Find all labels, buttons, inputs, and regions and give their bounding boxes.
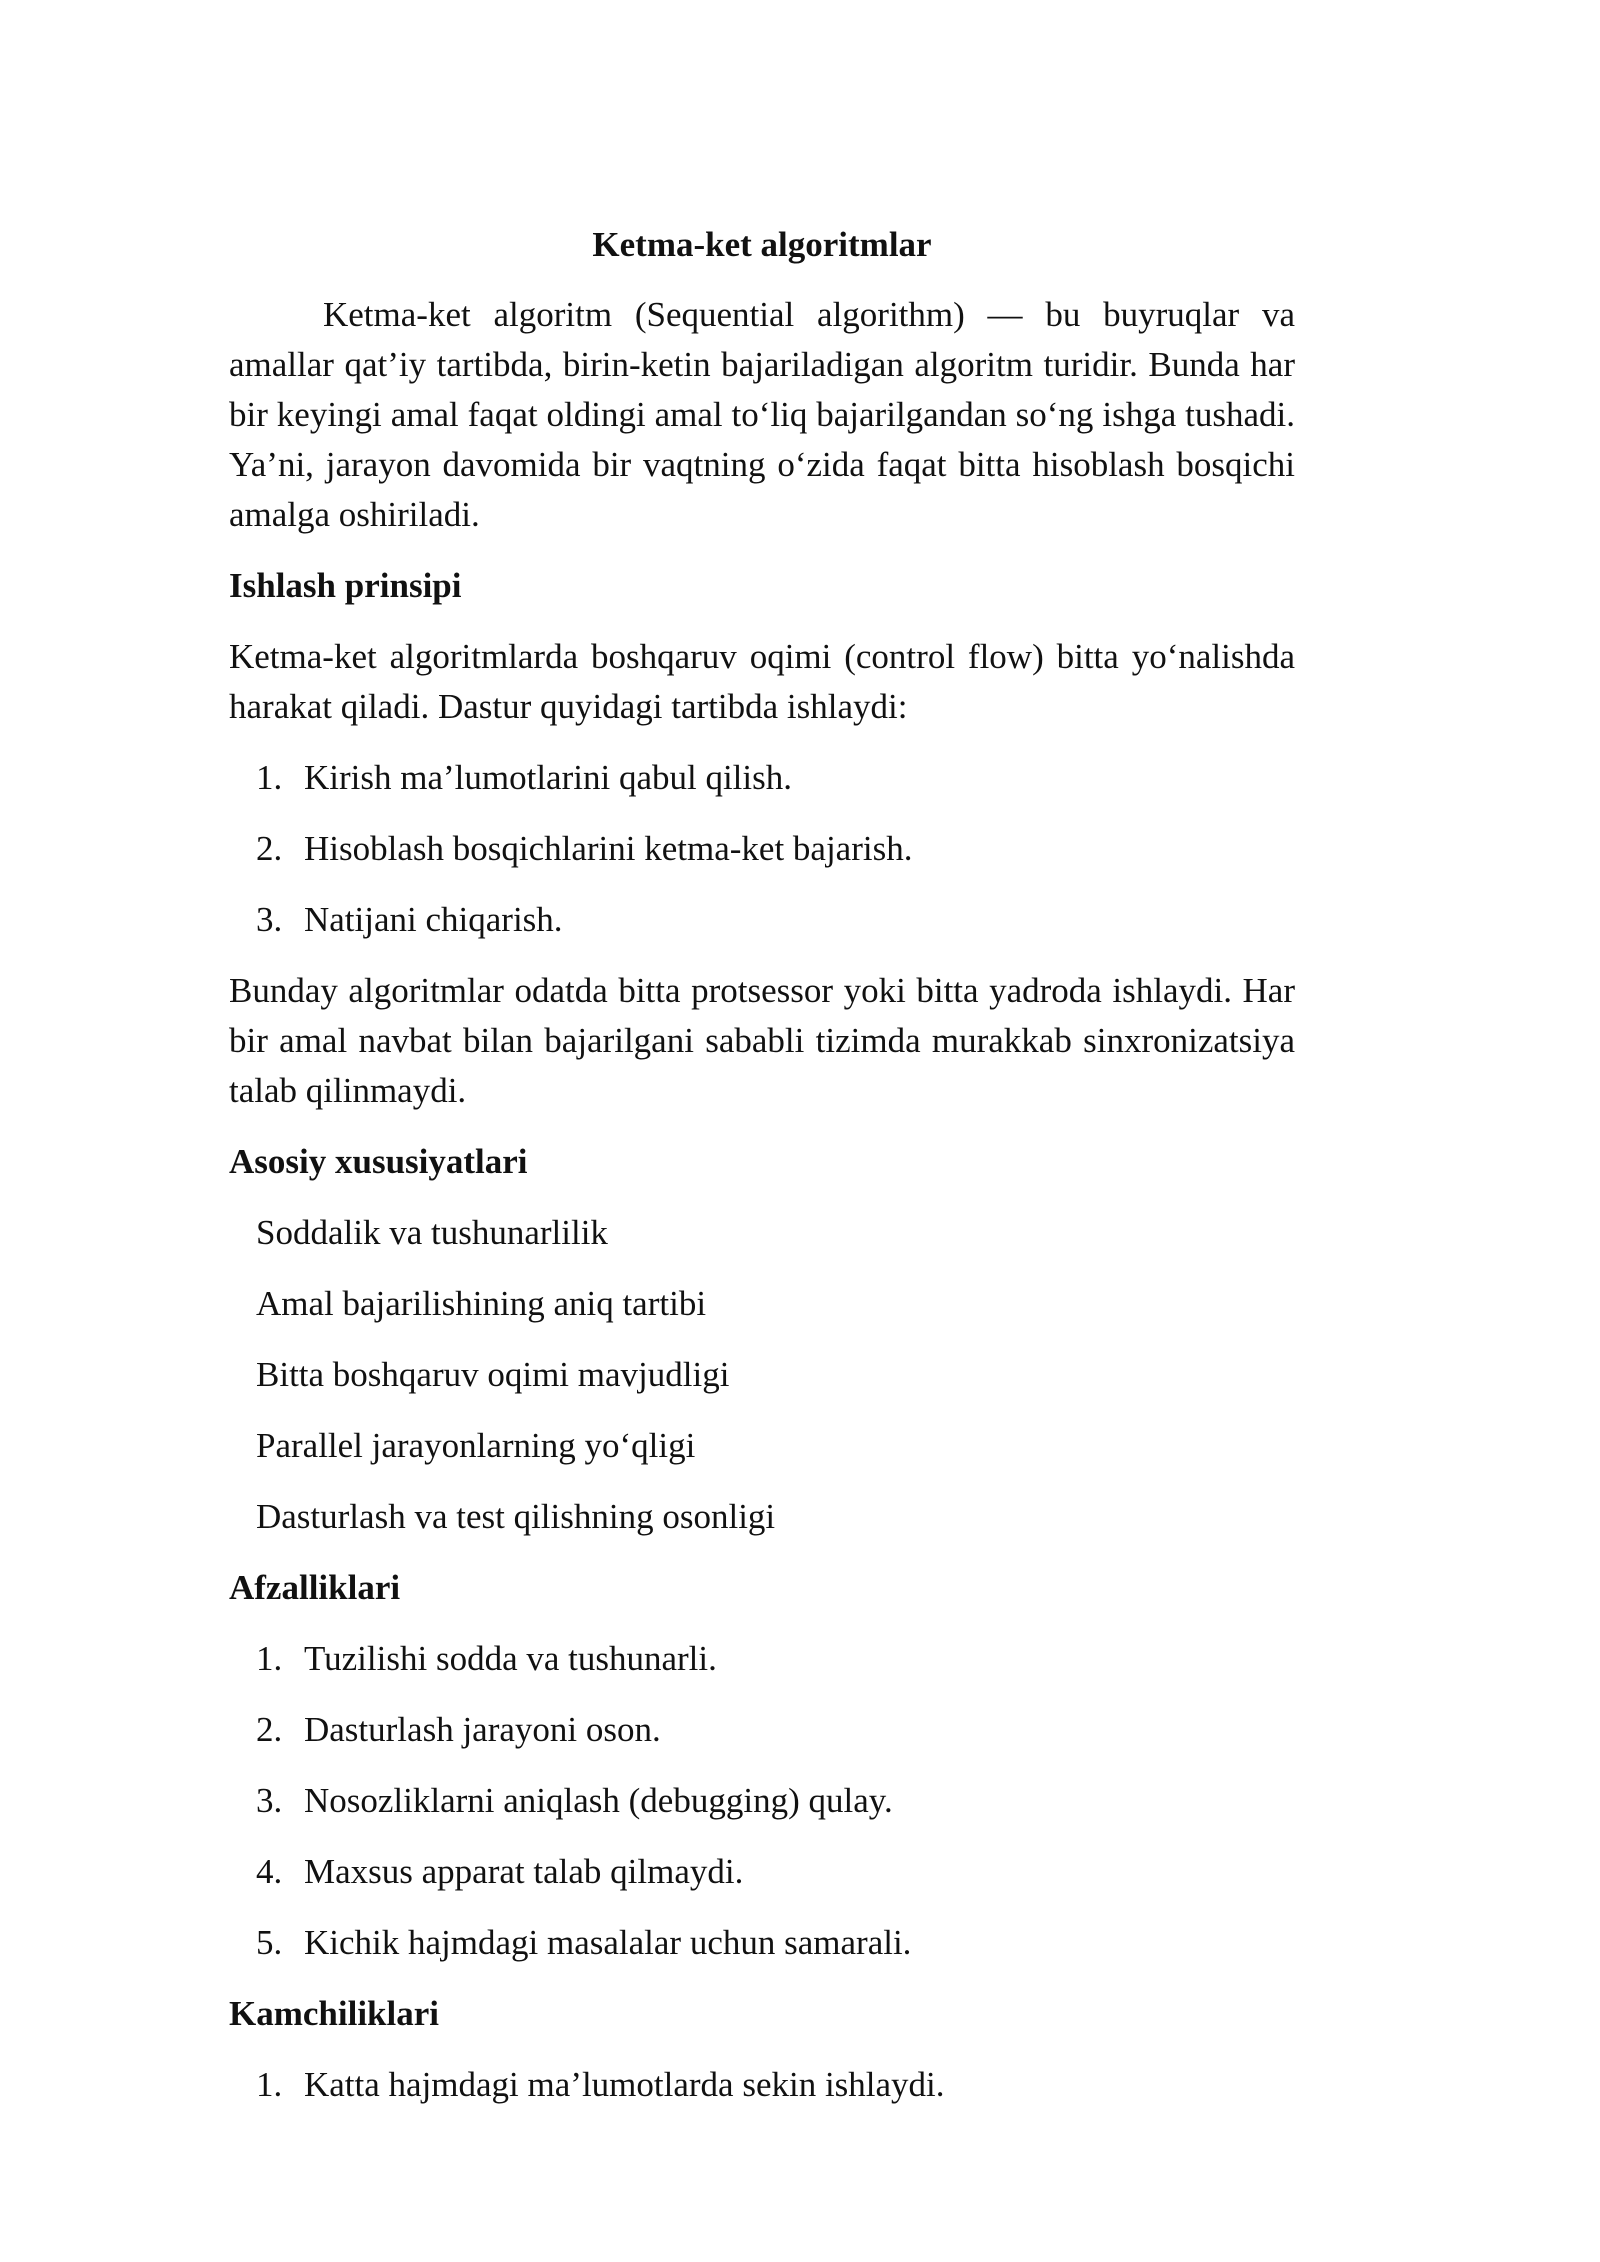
section-heading-advantages: Afzalliklari [229, 1568, 401, 1607]
features-list [229, 1208, 1295, 1542]
disadvantages-list [229, 2060, 1295, 2110]
list-item [229, 2060, 1295, 2110]
list-item-text: Nosozliklarni aniqlash (debugging) qulay. [304, 1781, 893, 1820]
list-item-text: Kirish ma’lumotlarini qabul qilish. [304, 758, 793, 797]
list-item [229, 1847, 1295, 1897]
list-item-text: Natijani chiqarish. [304, 900, 563, 939]
feature-item: Amal bajarilishining aniq tartibi [256, 1284, 707, 1323]
list-item [229, 753, 1295, 803]
principle-closing-paragraph: Bunday algoritmlar odatda bitta protsessor yoki bitta yadroda ishlaydi. Har bir amal navbat bilan bajarilgani sababli tizimda murakkab sinxronizatsiya talab qilinmaydi. [229, 971, 1295, 1110]
feature-item: Parallel jarayonlarning yo‘qligi [256, 1426, 696, 1465]
list-item-number: 2. [256, 1710, 283, 1749]
intro-paragraph: Ketma-ket algoritm (Sequential algorithm) — bu buyruqlar va amallar qat’iy tartibda, birin-ketin bajariladigan algoritm turidir. Bunda har bir keyingi amal faqat oldingi amal to‘liq bajarilgandan so‘ng ishga tushadi. Ya’ni, jarayon davomida bir vaqtning o‘zida faqat bitta hisoblash bosqichi amalga oshiriladi. [229, 295, 1295, 534]
list-item-number: 3. [256, 900, 283, 939]
list-item [229, 1918, 1295, 1968]
feature-item: Soddalik va tushunarlilik [256, 1213, 608, 1252]
list-item-text: Hisoblash bosqichlarini ketma-ket bajarish. [304, 829, 913, 868]
list-item-number: 4. [256, 1852, 283, 1891]
principle-paragraph: Ketma-ket algoritmlarda boshqaruv oqimi (control flow) bitta yo‘nalishda harakat qiladi. Dastur quyidagi tartibda ishlaydi: [229, 637, 1295, 726]
feature-item: Dasturlash va test qilishning osonligi [256, 1497, 776, 1536]
list-item-number: 1. [256, 758, 283, 797]
section-heading-features: Asosiy xususiyatlari [229, 1142, 528, 1181]
list-item-number: 5. [256, 1923, 283, 1962]
document-title: Ketma-ket algoritmlar [592, 225, 932, 264]
principle-steps-list [229, 753, 1295, 945]
list-item-text: Maxsus apparat talab qilmaydi. [304, 1852, 744, 1891]
section-heading-principle: Ishlash prinsipi [229, 566, 462, 605]
feature-item: Bitta boshqaruv oqimi mavjudligi [256, 1355, 730, 1394]
list-item-number: 3. [256, 1781, 283, 1820]
list-item [229, 824, 1295, 874]
list-item-number: 2. [256, 829, 283, 868]
list-item [229, 1705, 1295, 1755]
list-item [229, 1634, 1295, 1684]
list-item-text: Kichik hajmdagi masalalar uchun samarali. [304, 1923, 912, 1962]
list-item-text: Katta hajmdagi ma’lumotlarda sekin ishlaydi. [304, 2065, 945, 2104]
list-item [229, 895, 1295, 945]
list-item-text: Dasturlash jarayoni oson. [304, 1710, 661, 1749]
list-item-number: 1. [256, 2065, 283, 2104]
document-page [229, 220, 1295, 2131]
list-item [229, 1776, 1295, 1826]
list-item-text: Tuzilishi sodda va tushunarli. [304, 1639, 717, 1678]
section-heading-disadvantages: Kamchiliklari [229, 1994, 439, 2033]
list-item-number: 1. [256, 1639, 283, 1678]
advantages-list [229, 1634, 1295, 1968]
